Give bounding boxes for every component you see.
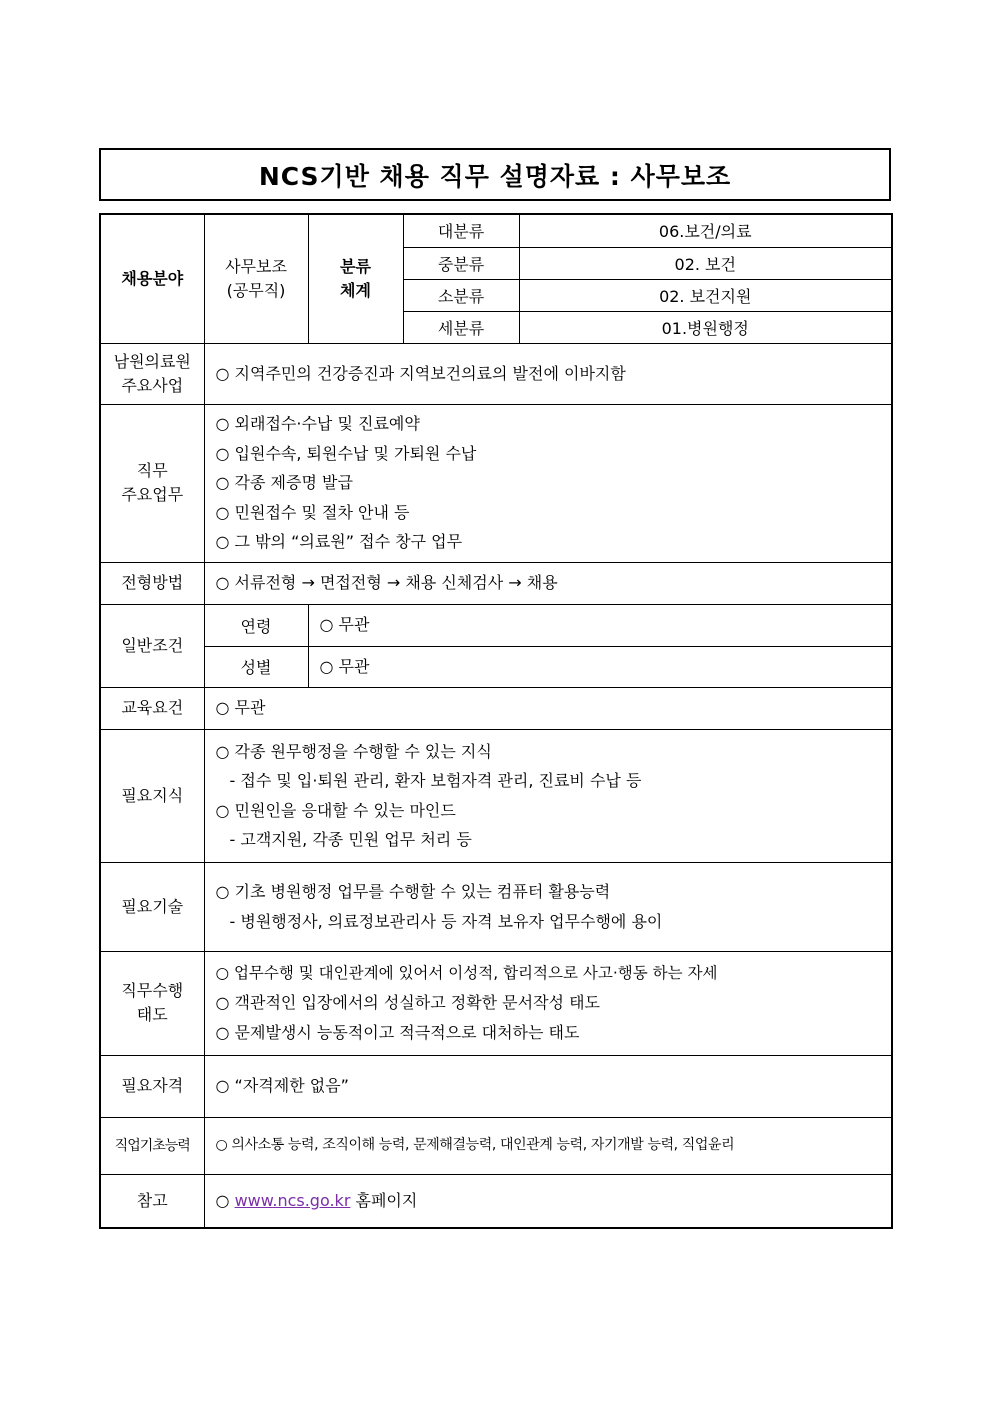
document-title (99, 148, 891, 201)
class-minor-value: 02. 보건지원 (519, 279, 892, 311)
qualification-content: ○ “자격제한 없음” (204, 1055, 892, 1117)
duty-item: ○ 각종 제증명 발급 (215, 473, 353, 493)
reference-label: 참고 (100, 1174, 204, 1228)
duty-item: ○ 외래접수·수납 및 진료예약 (215, 414, 420, 434)
field-value-line1: 사무보조 (225, 256, 287, 276)
job-description-table (99, 213, 893, 1229)
knowledge-content (204, 729, 892, 862)
duty-item: ○ 민원접수 및 절차 안내 등 (215, 502, 410, 522)
duties-label-line1: 직무 (136, 461, 168, 480)
class-major-label: 대분류 (403, 214, 519, 247)
knowledge-subitem: - 접수 및 입·퇴원 관리, 환자 보험자격 관리, 진료비 수납 등 (229, 771, 642, 790)
class-system-label (308, 214, 403, 343)
reference-content (204, 1174, 892, 1228)
duties-content (204, 404, 892, 562)
education-content: ○ 무관 (204, 687, 892, 729)
education-label: 교육요건 (100, 687, 204, 729)
reference-bullet: ○ (215, 1191, 230, 1210)
knowledge-item: ○ 각종 원무행정을 수행할 수 있는 지식 (215, 741, 492, 761)
attitude-item: ○ 객관적인 입장에서의 성실하고 정확한 문서작성 태도 (215, 993, 601, 1013)
basic-ability-label: 직업기초능력 (100, 1117, 204, 1174)
class-system-label-line1: 분류 (340, 256, 371, 276)
business-label-line2: 주요사업 (121, 375, 184, 395)
business-label (100, 343, 204, 404)
reference-suffix: 홈페이지 (355, 1191, 418, 1210)
field-label-text: 채용분야 (121, 268, 184, 288)
attitude-label (100, 951, 204, 1055)
duties-label (100, 404, 204, 562)
class-detail-value: 01.병원행정 (519, 311, 892, 343)
duty-item: ○ 그 밖의 “의료원” 접수 창구 업무 (215, 532, 463, 552)
ncs-homepage-link[interactable]: www.ncs.go.kr (234, 1191, 351, 1210)
knowledge-subitem: - 고객지원, 각종 민원 업무 처리 등 (229, 830, 472, 849)
basic-ability-content: ○ 의사소통 능력, 조직이해 능력, 문제해결능력, 대인관계 능력, 자기개발 능력, 직업윤리 (204, 1117, 892, 1174)
class-middle-label: 중분류 (403, 247, 519, 279)
field-value-line2: (공무직) (226, 280, 286, 300)
field-label (100, 214, 204, 343)
process-content: ○ 서류전형 → 면접전형 → 채용 신체검사 → 채용 (204, 562, 892, 604)
gender-value: ○ 무관 (308, 646, 892, 687)
attitude-label-line2: 태도 (136, 1005, 168, 1024)
business-label-line1: 남원의료원 (113, 351, 191, 371)
attitude-label-line1: 직무수행 (121, 981, 184, 1000)
document-title-text: NCS기반 채용 직무 설명자료 : 사무보조 (258, 161, 732, 191)
process-label: 전형방법 (100, 562, 204, 604)
class-major-value: 06.보건/의료 (519, 214, 892, 247)
age-label: 연령 (204, 604, 308, 646)
business-item: ○ 지역주민의 건강증진과 지역보건의료의 발전에 이바지함 (215, 363, 626, 383)
class-middle-value: 02. 보건 (519, 247, 892, 279)
class-minor-label: 소분류 (403, 279, 519, 311)
attitude-item: ○ 업무수행 및 대인관계에 있어서 이성적, 합리적으로 사고·행동 하는 자세 (215, 963, 718, 982)
duty-item: ○ 입원수속, 퇴원수납 및 가퇴원 수납 (215, 443, 477, 463)
knowledge-item: ○ 민원인을 응대할 수 있는 마인드 (215, 800, 456, 820)
field-value (204, 214, 308, 343)
skills-label: 필요기술 (100, 862, 204, 951)
attitude-content (204, 951, 892, 1055)
age-value: ○ 무관 (308, 604, 892, 646)
duties-label-line2: 주요업무 (121, 485, 184, 504)
knowledge-label: 필요지식 (100, 729, 204, 862)
skills-content (204, 862, 892, 951)
class-detail-label: 세분류 (403, 311, 519, 343)
qualification-label: 필요자격 (100, 1055, 204, 1117)
class-system-label-line2: 체계 (340, 280, 371, 300)
attitude-item: ○ 문제발생시 능동적이고 적극적으로 대처하는 태도 (215, 1022, 580, 1042)
skill-item: ○ 기초 병원행정 업무를 수행할 수 있는 컴퓨터 활용능력 (215, 882, 611, 901)
skill-subitem: - 병원행정사, 의료정보관리사 등 자격 보유자 업무수행에 용이 (229, 911, 663, 931)
gender-label: 성별 (204, 646, 308, 687)
general-label: 일반조건 (100, 604, 204, 687)
business-content (204, 343, 892, 404)
